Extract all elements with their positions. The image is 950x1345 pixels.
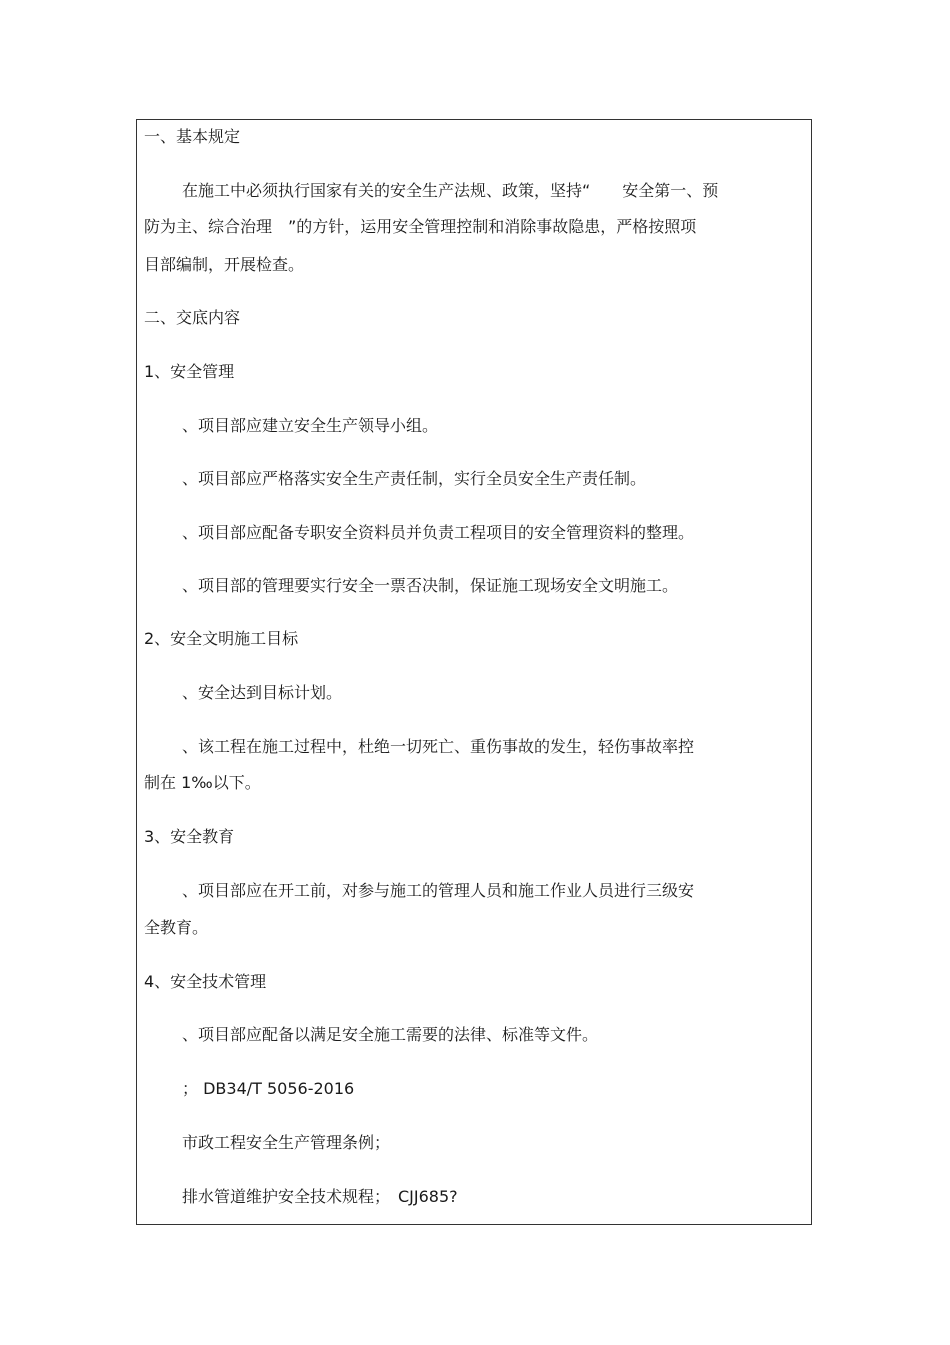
paragraph-line: 目部编制，开展检查。 xyxy=(144,255,305,274)
list-item: 、项目部的管理要实行安全一票否决制，保证施工现场安全文明施工。 xyxy=(182,576,679,595)
list-item: 、项目部应建立安全生产领导小组。 xyxy=(182,416,439,435)
subsection-heading: 1、安全管理 xyxy=(144,362,235,381)
list-item: 、项目部应严格落实安全生产责任制，实行全员安全生产责任制。 xyxy=(182,469,647,488)
section-heading-disclosure: 二、交底内容 xyxy=(144,308,241,327)
document-frame xyxy=(136,119,812,1225)
list-item: 、安全达到目标计划。 xyxy=(182,683,343,702)
paragraph-line: 防为主、综合治理 ”的方针，运用安全管理控制和消除事故隐患，严格按照项 xyxy=(144,217,697,236)
section-heading-basic-rules: 一、基本规定 xyxy=(144,127,241,146)
list-item-continuation: 制在 1‰以下。 xyxy=(144,773,261,792)
reference-item: 市政工程安全生产管理条例； xyxy=(182,1133,391,1152)
list-item: 、项目部应配备专职安全资料员并负责工程项目的安全管理资料的整理。 xyxy=(182,523,695,542)
subsection-heading: 2、安全文明施工目标 xyxy=(144,629,299,648)
subsection-heading: 4、安全技术管理 xyxy=(144,972,267,991)
reference-item: 排水管道维护安全技术规程； CJJ685? xyxy=(182,1187,458,1206)
list-item: 、项目部应配备以满足安全施工需要的法律、标准等文件。 xyxy=(182,1025,599,1044)
list-item: 、该工程在施工过程中，杜绝一切死亡、重伤事故的发生，轻伤事故率控 xyxy=(182,737,695,756)
reference-item: ； DB34/T 5056-2016 xyxy=(182,1079,355,1098)
paragraph-line: 在施工中必须执行国家有关的安全生产法规、政策，坚持“ 安全第一、预 xyxy=(182,181,719,200)
subsection-heading: 3、安全教育 xyxy=(144,827,235,846)
list-item-continuation: 全教育。 xyxy=(144,918,209,937)
list-item: 、项目部应在开工前，对参与施工的管理人员和施工作业人员进行三级安 xyxy=(182,881,695,900)
